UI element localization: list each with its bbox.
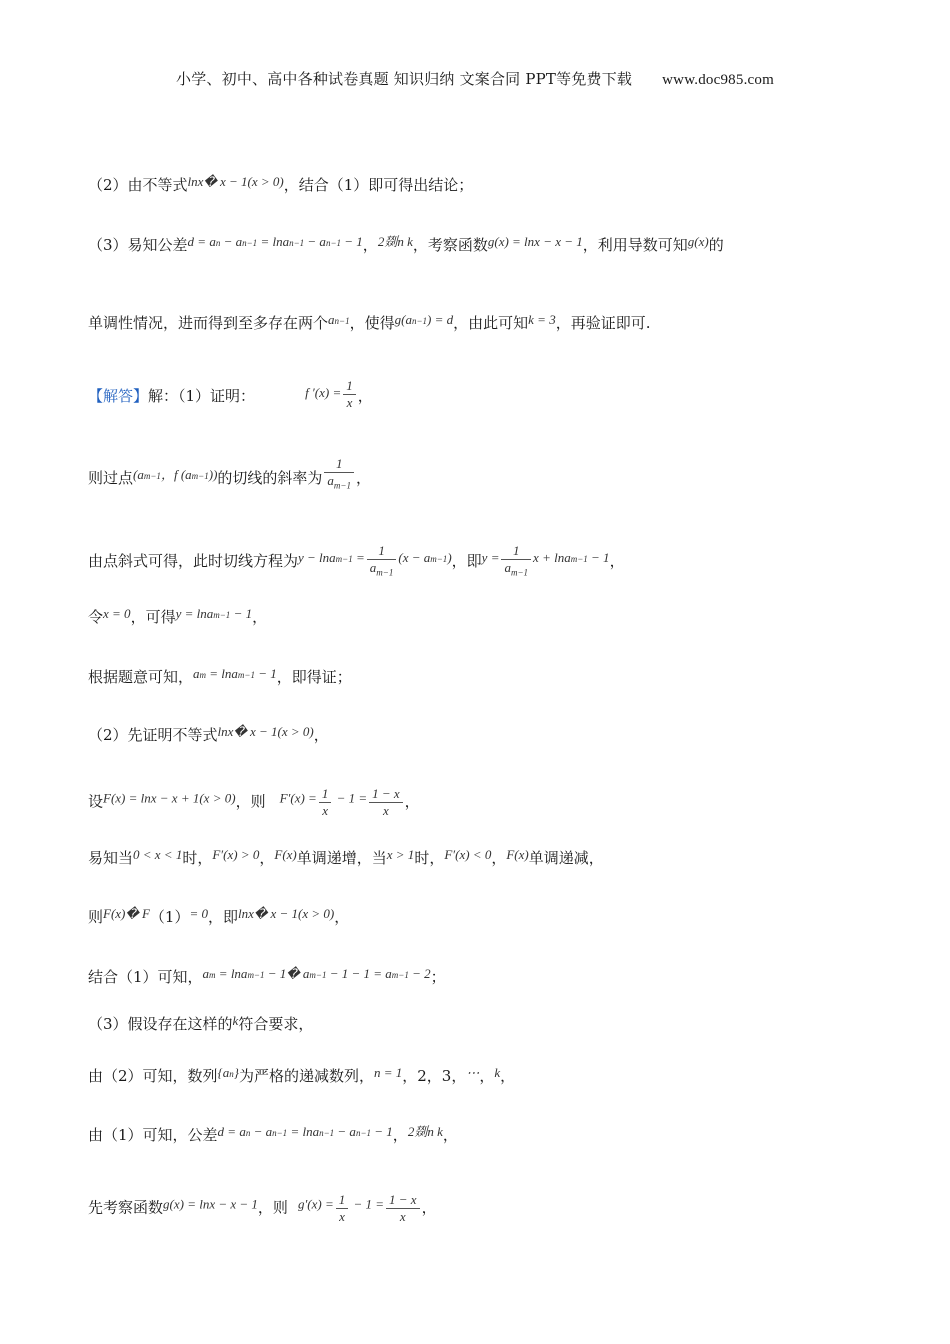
math-sub: n−1 xyxy=(242,238,258,248)
math: x = 0 xyxy=(103,606,131,621)
line-9 xyxy=(88,722,870,745)
math-sub: n−1 xyxy=(334,316,350,326)
denominator-base: a xyxy=(327,473,334,488)
denominator xyxy=(501,560,531,581)
denominator-sub: m−1 xyxy=(376,567,394,578)
text: ， xyxy=(421,1198,437,1217)
fraction xyxy=(324,456,354,494)
math: F′(x) = xyxy=(279,790,317,806)
math: ) = d xyxy=(427,312,454,327)
text: 令 xyxy=(88,608,104,626)
line-7 xyxy=(88,604,870,627)
text: ，2，3， xyxy=(402,1067,467,1085)
math: − 1 − 1 = a xyxy=(326,966,392,981)
math: − 2 xyxy=(408,966,431,981)
text: ， xyxy=(357,387,373,405)
text: 时， xyxy=(414,849,445,867)
math: f ′(x) = xyxy=(305,385,342,400)
text: （3）假设存在这样的 xyxy=(88,1015,233,1033)
line-10 xyxy=(88,786,870,819)
math: y = xyxy=(481,549,500,565)
header-text: 小学、初中、高中各种试卷真题 知识归纳 文案合同 PPT等免费下载 xyxy=(176,70,633,88)
text: ，即得证； xyxy=(276,668,352,686)
math: x > 1 xyxy=(386,847,415,862)
math: − 1 xyxy=(341,234,363,249)
text: ， xyxy=(356,469,372,487)
math: 2剟n k xyxy=(377,234,413,249)
line-2 xyxy=(88,232,870,255)
math-sub: m xyxy=(199,670,207,680)
math: = xyxy=(352,549,365,565)
math-sub: m−1 xyxy=(191,471,209,481)
line-13 xyxy=(88,964,870,987)
math: − 1 xyxy=(587,549,610,565)
math: g(a xyxy=(394,312,412,327)
text: ， xyxy=(479,1067,495,1085)
text: ，利用导数可知 xyxy=(582,236,688,254)
math: a xyxy=(202,966,210,981)
math-sub: n−1 xyxy=(325,238,342,248)
math: = lna xyxy=(206,666,238,681)
solution-tag: 【解答】 xyxy=(88,387,149,405)
math-sub: m−1 xyxy=(391,970,409,980)
math: F(x) = lnx − x + 1(x > 0) xyxy=(103,790,236,806)
math-sub: m−1 xyxy=(143,471,161,481)
math: ， xyxy=(160,467,174,482)
denominator xyxy=(324,473,354,494)
text: 易知当 xyxy=(88,849,134,867)
math-sub: n−1 xyxy=(319,1128,335,1138)
numerator: 1 xyxy=(501,543,531,560)
denominator-sub: m−1 xyxy=(333,480,351,491)
line-4 xyxy=(88,378,870,411)
text: 由（2）可知，数列 xyxy=(88,1067,218,1085)
math: − 1 xyxy=(230,606,253,621)
math: d = a xyxy=(217,1124,246,1139)
text: ， xyxy=(392,1126,408,1144)
math: f (a xyxy=(173,467,192,482)
line-8 xyxy=(88,664,870,687)
text: （1） xyxy=(149,908,190,926)
line-5 xyxy=(88,456,870,494)
math-sub: n−1 xyxy=(272,1128,288,1138)
math: = 0 xyxy=(189,906,208,921)
text: ， xyxy=(334,908,350,926)
text: ，考察函数 xyxy=(412,236,488,254)
math: − a xyxy=(304,234,326,249)
math: k = 3 xyxy=(528,312,556,327)
math: 2剟n k xyxy=(407,1124,443,1139)
text: ， xyxy=(362,236,378,254)
math: lnx� x − 1(x > 0) xyxy=(238,906,335,921)
math-sub: m−1 xyxy=(570,553,588,564)
text: ，即 xyxy=(451,551,482,570)
header-url[interactable]: www.doc985.com xyxy=(662,72,774,88)
math: g(x) xyxy=(687,234,709,249)
text: 结合（1）可知， xyxy=(88,968,203,986)
math: − 1 = xyxy=(333,790,368,806)
math-sub: n−1 xyxy=(355,1128,372,1138)
text: ， xyxy=(500,1067,516,1085)
math: a xyxy=(193,666,200,681)
numerator: 1 xyxy=(319,786,332,803)
math-sub: m−1 xyxy=(309,970,327,980)
math: g′(x) = xyxy=(297,1196,334,1212)
math: − a xyxy=(220,234,243,249)
text: ， xyxy=(259,849,275,867)
math: F′(x) > 0 xyxy=(212,847,260,862)
line-3 xyxy=(88,310,870,333)
denominator: x xyxy=(383,803,389,818)
text: ， xyxy=(313,726,329,744)
text: ，结合（1）即可得出结论； xyxy=(283,176,474,194)
text: 的切线的斜率为 xyxy=(217,469,323,487)
text: 由点斜式可得，此时切线方程为 xyxy=(88,551,299,570)
math: − a xyxy=(250,1124,273,1139)
denominator: x xyxy=(339,1209,345,1224)
math: lnx� x − 1(x > 0) xyxy=(217,724,314,739)
math: n = 1 xyxy=(373,1065,403,1080)
math: F(x) xyxy=(274,847,297,862)
math: k xyxy=(232,1013,239,1028)
text: 的 xyxy=(708,236,724,254)
line-16 xyxy=(88,1122,870,1145)
text: 时， xyxy=(182,849,213,867)
page-header xyxy=(0,68,950,89)
denominator-base: a xyxy=(504,560,511,575)
math: − a xyxy=(334,1124,356,1139)
math: = lna xyxy=(257,234,290,249)
math: − 1 xyxy=(254,666,277,681)
math: y − lna xyxy=(298,549,336,565)
fraction xyxy=(369,786,403,819)
text: 单调递减， xyxy=(528,849,604,867)
text: 则过点 xyxy=(88,469,134,487)
math: 0 < x < 1 xyxy=(133,847,183,862)
denominator: x xyxy=(399,1209,406,1224)
numerator: 1 xyxy=(367,543,397,560)
text: ，由此可知 xyxy=(453,314,529,332)
text: （3）易知公差 xyxy=(88,236,188,254)
fraction xyxy=(501,543,531,581)
math: {a xyxy=(217,1065,230,1080)
math: = lna xyxy=(215,966,248,981)
numerator: 1 − x xyxy=(386,1192,420,1209)
line-17 xyxy=(88,1192,870,1225)
line-1 xyxy=(88,172,870,195)
math-sub: n xyxy=(215,238,221,248)
text: 解：（1）证明： xyxy=(148,387,256,405)
math: (x − a xyxy=(398,549,431,565)
text: 则 xyxy=(88,908,104,926)
text: ，则 xyxy=(235,792,266,811)
text: 根据题意可知， xyxy=(88,668,194,686)
math: (a xyxy=(133,467,144,482)
math: ) xyxy=(447,549,452,565)
math: x + lna xyxy=(533,549,571,565)
math: d = a xyxy=(187,234,216,249)
text: ； xyxy=(430,968,446,986)
math: k xyxy=(494,1065,501,1080)
math-sub: n xyxy=(229,1069,234,1079)
math: F(x)� F xyxy=(103,906,150,921)
math-sub: n−1 xyxy=(411,316,428,326)
line-15 xyxy=(88,1063,870,1086)
line-12 xyxy=(88,904,870,927)
fraction xyxy=(367,543,397,581)
text: （2）由不等式 xyxy=(88,176,188,194)
text: 设 xyxy=(88,792,104,811)
math: − 1� a xyxy=(264,966,310,981)
text: 先考察函数 xyxy=(88,1198,164,1217)
math-sub: n−1 xyxy=(289,238,305,248)
math: = lna xyxy=(287,1124,320,1139)
math: − 1 xyxy=(371,1124,393,1139)
text: ， xyxy=(609,551,625,570)
text: ，再验证即可. xyxy=(555,314,651,332)
math-sub: m−1 xyxy=(430,553,448,564)
text: ，即 xyxy=(207,908,238,926)
math: } xyxy=(233,1065,239,1080)
math-sub: n xyxy=(245,1128,251,1138)
denominator-base: a xyxy=(369,560,377,575)
math-sub: m−1 xyxy=(213,610,231,620)
math: F(x) xyxy=(506,847,529,862)
math: F′(x) < 0 xyxy=(444,847,492,862)
denominator xyxy=(367,560,397,581)
math: g(x) = lnx − x − 1 xyxy=(487,234,583,249)
text: ，可得 xyxy=(130,608,176,626)
numerator: 1 xyxy=(324,456,354,473)
text: 符合要求， xyxy=(238,1015,314,1033)
text: 由（1）可知，公差 xyxy=(88,1126,218,1144)
denominator: x xyxy=(346,395,353,410)
math-sub: m−1 xyxy=(335,553,353,564)
text: ， xyxy=(491,849,507,867)
math: y = lna xyxy=(175,606,214,621)
text: （2）先证明不等式 xyxy=(88,726,218,744)
math: a xyxy=(328,312,335,327)
denominator: x xyxy=(322,803,328,818)
text: ，则 xyxy=(257,1198,288,1217)
numerator: 1 xyxy=(343,378,356,395)
fraction xyxy=(336,1192,349,1225)
fraction xyxy=(386,1192,420,1225)
math: lnx� x − 1(x > 0) xyxy=(187,174,284,189)
text: 单调性情况，进而得到至多存在两个 xyxy=(88,314,329,332)
text: 单调递增，当 xyxy=(296,849,387,867)
math-sub: m−1 xyxy=(247,970,265,980)
math: g(x) = lnx − x − 1 xyxy=(163,1196,258,1212)
line-6 xyxy=(88,543,870,581)
denominator-sub: m−1 xyxy=(510,567,529,578)
text: ， xyxy=(404,792,420,811)
text: ， xyxy=(252,608,268,626)
numerator: 1 xyxy=(336,1192,349,1209)
math-sub: m−1 xyxy=(237,670,255,680)
line-14 xyxy=(88,1011,870,1034)
fraction xyxy=(343,378,356,411)
fraction xyxy=(319,786,332,819)
text: 为严格的递减数列， xyxy=(238,1067,374,1085)
text: ，使得 xyxy=(349,314,395,332)
math: ⋯ xyxy=(466,1065,480,1080)
math-sub: m xyxy=(209,970,216,980)
line-11 xyxy=(88,845,870,868)
text: ， xyxy=(442,1126,458,1144)
numerator: 1 − x xyxy=(369,786,403,803)
math: − 1 = xyxy=(350,1196,385,1212)
math: )) xyxy=(208,467,218,482)
